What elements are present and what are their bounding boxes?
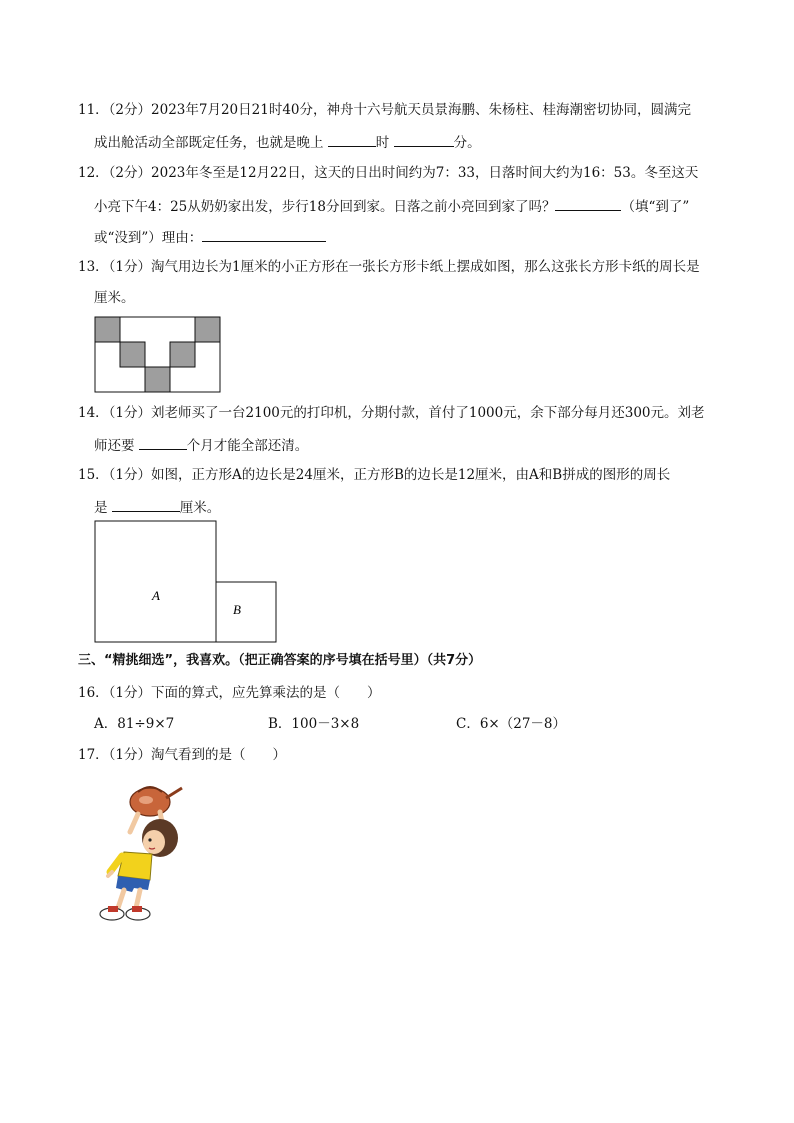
q11-text: 成出舱活动全部既定任务，也就是晚上 bbox=[94, 135, 328, 151]
q17-stem: 17．（1分）淘气看到的是（ ） bbox=[78, 747, 287, 763]
q12-line2 bbox=[94, 196, 689, 216]
q11-text: 分。 bbox=[453, 135, 481, 151]
square-b bbox=[216, 582, 276, 642]
square-a bbox=[95, 521, 216, 642]
q11-line1: 11．（2分）2023年7月20日21时40分，神舟十六号航天员景海鹏、朱杨柱、桂海潮密切协同，圆满完 bbox=[78, 102, 691, 118]
q15-line2 bbox=[94, 497, 220, 517]
q14-line1: 14．（1分）刘老师买了一台2100元的打印机，分期付款，首付了1000元，余下部分每月还300元。刘老 bbox=[78, 405, 705, 421]
gray-square bbox=[170, 342, 195, 367]
answer-blank-reason[interactable] bbox=[202, 227, 326, 242]
q13-figure bbox=[94, 316, 222, 394]
answer-blank-arrived[interactable] bbox=[555, 196, 621, 211]
q11-line2 bbox=[94, 132, 481, 152]
label-a: A bbox=[152, 588, 160, 603]
answer-blank-months[interactable] bbox=[139, 435, 187, 450]
q13-line2: 厘米。 bbox=[94, 290, 135, 306]
q14-line2 bbox=[94, 435, 308, 455]
q15-text: 厘米。 bbox=[179, 500, 221, 516]
section-3-heading: 三、“精挑细选”，我喜欢。（把正确答案的序号填在括号里）（共7分） bbox=[78, 653, 482, 668]
child-with-watering-can-illustration bbox=[94, 780, 194, 926]
q12-line3 bbox=[94, 227, 326, 247]
q16-option-c[interactable]: C．6×（27－8） bbox=[456, 716, 566, 732]
answer-blank-minute[interactable] bbox=[394, 132, 454, 147]
q16-stem: 16．（1分）下面的算式，应先算乘法的是（ ） bbox=[78, 685, 381, 701]
gray-square bbox=[145, 367, 170, 392]
answer-blank-perimeter[interactable] bbox=[112, 497, 180, 512]
q14-text: 个月才能全部还清。 bbox=[186, 438, 309, 454]
gray-square bbox=[195, 317, 220, 342]
q12-line1: 12．（2分）2023年冬至是12月22日，这天的日出时间约为7：33，日落时间大约为16：53。冬至这天 bbox=[78, 165, 699, 181]
q11-text: 时 bbox=[375, 135, 394, 151]
label-b: B bbox=[233, 602, 241, 617]
q14-text: 师还要 bbox=[94, 438, 139, 454]
gray-square bbox=[120, 342, 145, 367]
answer-blank-hour[interactable] bbox=[328, 132, 376, 147]
q12-text: （填“到了” bbox=[621, 199, 690, 215]
q12-text: 或“没到”）理由： bbox=[94, 230, 203, 246]
q12-text: 小亮下午4：25从奶奶家出发，步行18分回到家。日落之前小亮回到家了吗？ bbox=[94, 199, 556, 215]
q16-option-a[interactable]: A．81÷9×7 bbox=[94, 716, 175, 732]
q16-option-b[interactable]: B．100－3×8 bbox=[268, 716, 360, 732]
q15-text: 是 bbox=[94, 500, 112, 516]
q15-figure bbox=[94, 520, 280, 646]
q13-line1: 13．（1分）淘气用边长为1厘米的小正方形在一张长方形卡纸上摆成如图，那么这张长方形卡纸的周长是 bbox=[78, 259, 700, 275]
gray-square bbox=[95, 317, 120, 342]
q15-line1: 15．（1分）如图，正方形A的边长是24厘米，正方形B的边长是12厘米，由A和B拼成的图形的周长 bbox=[78, 467, 671, 483]
